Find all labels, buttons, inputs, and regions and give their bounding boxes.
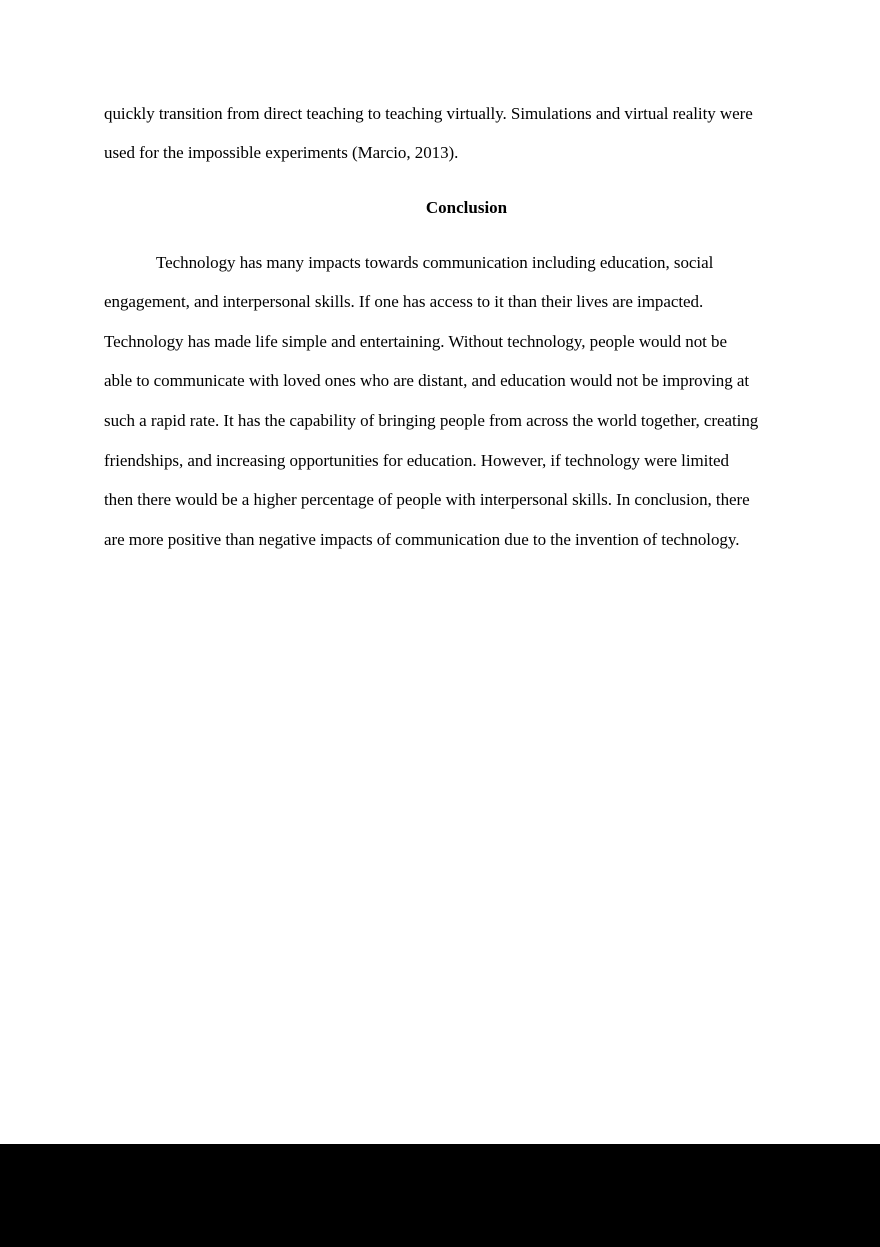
text-line: friendships, and increasing opportunities for education. However, if technology were limited xyxy=(104,451,729,470)
text-line: then there would be a higher percentage of people with interpersonal skills. In conclusion, there xyxy=(104,490,750,509)
text-line: engagement, and interpersonal skills. If one has access to it than their lives are impacted. xyxy=(104,292,704,311)
text-line: used for the impossible experiments (Marcio, 2013). xyxy=(104,143,459,162)
text-line: Technology has made life simple and entertaining. Without technology, people would not be xyxy=(104,332,727,351)
text-line: such a rapid rate. It has the capability of bringing people from across the world together, creating xyxy=(104,411,759,430)
text-line: able to communicate with loved ones who are distant, and education would not be improving at xyxy=(104,371,750,390)
text-line: quickly transition from direct teaching to teaching virtually. Simulations and virtual reality were xyxy=(104,104,753,123)
bottom-black-band xyxy=(0,1144,880,1247)
text-line: are more positive than negative impacts of communication due to the invention of technology. xyxy=(104,530,740,549)
section-heading-conclusion: Conclusion xyxy=(425,198,508,217)
text-line: Technology has many impacts towards communication including education, social xyxy=(156,253,714,272)
